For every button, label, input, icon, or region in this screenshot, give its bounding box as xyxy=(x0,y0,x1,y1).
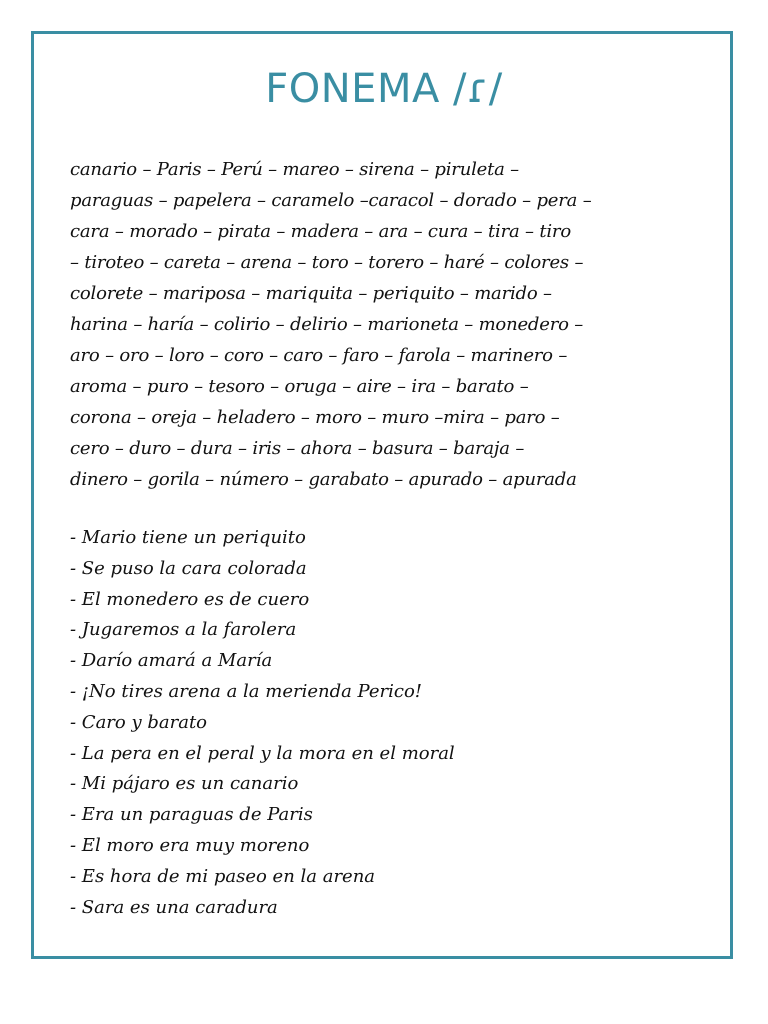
word-line: corona – oreja – heladero – moro – muro –mira – paro – xyxy=(70,407,560,428)
sentence-item: - Darío amará a María xyxy=(70,650,273,672)
sentence-item: - Era un paraguas de Paris xyxy=(70,804,313,826)
sentence-item: - Mario tiene un periquito xyxy=(70,527,306,548)
word-line: colorete – mariposa – mariquita – periquito – marido – xyxy=(70,283,552,304)
sentence-item: - Caro y barato xyxy=(70,711,208,733)
word-line: dinero – gorila – número – garabato – apurado – apurada xyxy=(70,469,577,490)
word-list xyxy=(70,154,695,495)
sentence-item: - Es hora de mi paseo en la arena xyxy=(70,865,376,887)
sentence-list xyxy=(70,523,710,923)
word-line: cara – morado – pirata – madera – ara – cura – tira – tiro xyxy=(70,221,571,242)
sentence-item: - ¡No tires arena a la merienda Perico! xyxy=(70,680,423,702)
word-line: – tiroteo – careta – arena – toro – torero – haré – colores – xyxy=(70,252,584,273)
sentence-item: - La pera en el peral y la mora en el moral xyxy=(70,742,455,764)
sentence-item: - Se puso la cara colorada xyxy=(70,557,307,579)
page-title: FONEMA /ɾ/ xyxy=(265,66,503,112)
word-line: harina – haría – colirio – delirio – marioneta – monedero – xyxy=(70,314,584,335)
sentence-item: - El moro era muy moreno xyxy=(70,834,310,856)
word-line: paraguas – papelera – caramelo –caracol – dorado – pera – xyxy=(70,190,592,211)
sentence-item: - Jugaremos a la farolera xyxy=(70,619,297,641)
word-line: cero – duro – dura – iris – ahora – basura – baraja – xyxy=(70,438,525,459)
sentence-item: - Mi pájaro es un canario xyxy=(70,773,299,795)
word-line: canario – Paris – Perú – mareo – sirena – piruleta – xyxy=(70,159,519,180)
sentence-item: - Sara es una caradura xyxy=(70,896,278,918)
word-line: aroma – puro – tesoro – oruga – aire – ira – barato – xyxy=(70,376,529,397)
word-line: aro – oro – loro – coro – caro – faro – farola – marinero – xyxy=(70,345,568,366)
sentence-item: - El monedero es de cuero xyxy=(70,588,310,610)
